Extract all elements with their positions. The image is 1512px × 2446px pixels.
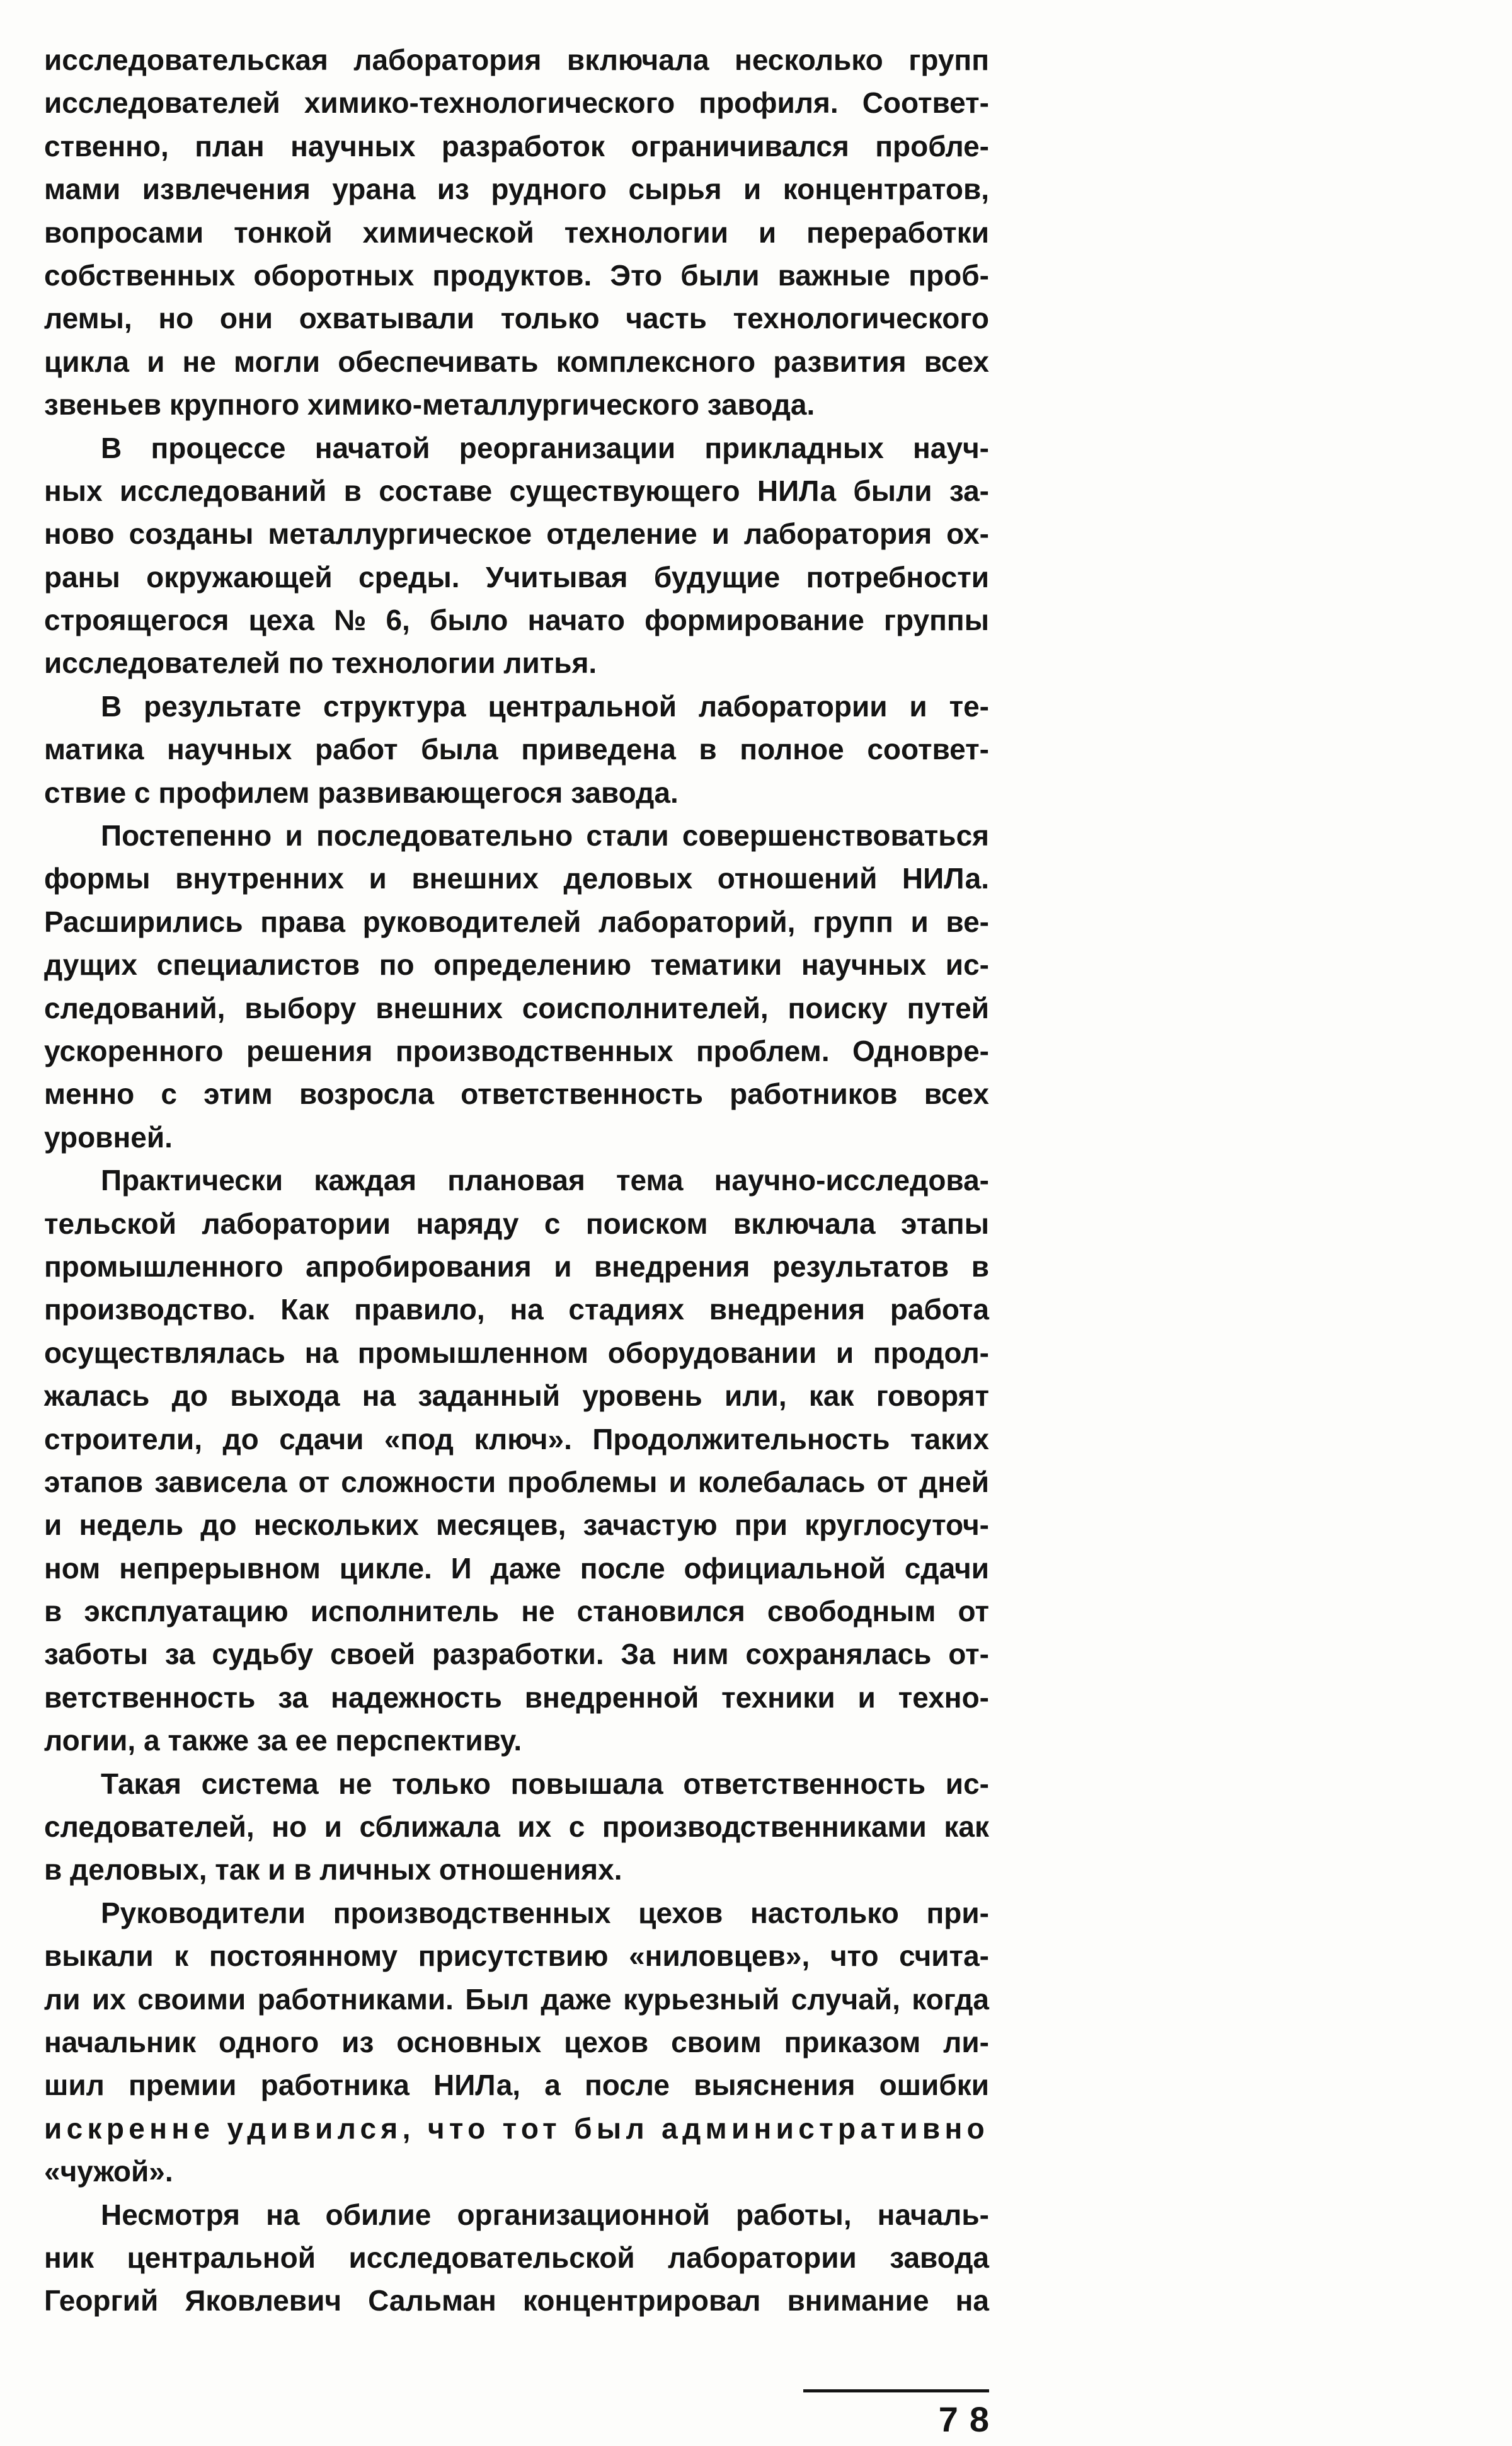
text-line: Расширились права руководителей лабораторий, групп и ве- [44, 905, 989, 938]
text-line: дущих специалистов по определению тематики научных ис- [44, 948, 989, 982]
text-line: промышленного апробирования и внедрения результатов в [44, 1249, 989, 1283]
text-line: ствие с профилем развивающегося завода. [44, 776, 679, 809]
text-line: Руководители производственных цехов настолько при- [101, 1896, 989, 1929]
text-line: ветственность за надежность внедренной техники и техно- [44, 1680, 989, 1714]
text-line: начальник одного из основных цехов своим приказом ли- [44, 2025, 989, 2058]
text-line: строящегося цеха № 6, было начато формирование группы [44, 604, 989, 637]
text-line: ник центральной исследовательской лаборатории завода [44, 2241, 989, 2274]
text-line: раны окружающей среды. Учитывая будущие потребности [44, 560, 989, 594]
text-line: Практически каждая плановая тема научно-исследова- [101, 1164, 989, 1197]
text-line: матика научных работ была приведена в полное соответ- [44, 733, 989, 766]
text-line: В результате структура центральной лаборатории и те- [101, 689, 989, 723]
text-line: логии, а также за ее перспективу. [44, 1724, 522, 1757]
body-text [44, 38, 989, 2323]
text-line: вопросами тонкой химической технологии и переработки [44, 215, 989, 249]
text-line: тельской лаборатории наряду с поиском включала этапы [44, 1207, 989, 1240]
text-line: исследовательская лаборатория включала несколько групп [44, 43, 989, 76]
text-line: лемы, но они охватывали только часть технологического [44, 302, 989, 335]
paragraph [44, 38, 989, 427]
text-line: осуществлялась на промышленном оборудовании и продол- [44, 1336, 989, 1369]
text-line: ли их своими работниками. Был даже курьезный случай, когда [44, 1982, 989, 2016]
paragraph [44, 685, 989, 814]
text-line: ном непрерывном цикле. И даже после официальной сдачи [44, 1551, 989, 1585]
text-line: формы внутренних и внешних деловых отношений НИЛа. [44, 862, 989, 895]
text-line: исследователей химико-технологического профиля. Соответ- [44, 86, 989, 120]
text-line: в эксплуатацию исполнитель не становился свободным от [44, 1595, 989, 1628]
text-line: следований, выбору внешних соисполнителей, поиску путей [44, 991, 989, 1025]
text-line: Георгий Яковлевич Сальман концентрировал внимание на [44, 2284, 989, 2317]
text-line: Постепенно и последовательно стали совершенствоваться [101, 819, 989, 853]
page-number: 78 [938, 2399, 1000, 2439]
text-line: менно с этим возросла ответственность работников всех [44, 1077, 989, 1111]
text-line: этапов зависела от сложности проблемы и колебалась от дней [44, 1465, 989, 1498]
text-line: строители, до сдачи «под ключ». Продолжительность таких [44, 1422, 989, 1456]
text-line: цикла и не могли обеспечивать комплексного развития всех [44, 345, 989, 378]
text-line: звеньев крупного химико-металлургического завода. [44, 388, 815, 422]
text-line: Такая система не только повышала ответственность ис- [101, 1767, 989, 1800]
text-line: в деловых, так и в личных отношениях. [44, 1853, 622, 1886]
text-line: ускоренного решения производственных проблем. Одновре- [44, 1034, 989, 1067]
text-line: производство. Как правило, на стадиях внедрения работа [44, 1293, 989, 1326]
text-line: исследователей по технологии литья. [44, 646, 597, 680]
text-line: выкали к постоянному присутствию «ниловцев», что счита- [44, 1939, 989, 1973]
text-line: следователей, но и сближала их с производственниками как [44, 1810, 989, 1844]
paragraph [44, 2193, 989, 2323]
paragraph [44, 1762, 989, 1892]
paragraph [44, 1892, 989, 2193]
text-line: ных исследований в составе существующего НИЛа были за- [44, 474, 989, 507]
text-line: мами извлечения урана из рудного сырья и концентратов, [44, 173, 989, 206]
paragraph [44, 427, 989, 685]
text-line: В процессе начатой реорганизации прикладных науч- [101, 431, 989, 464]
text-line: ново созданы металлургическое отделение и лаборатория ох- [44, 517, 989, 551]
text-line: «чужой». [44, 2155, 173, 2188]
paragraph [44, 1159, 989, 1762]
footer-rule [803, 2389, 989, 2392]
text-line: искренне удивился, что тот был административно [44, 2111, 989, 2145]
text-line: ственно, план научных разработок ограничивался пробле- [44, 129, 989, 163]
text-line: и недель до нескольких месяцев, зачастую при круглосуточ- [44, 1508, 989, 1542]
text-line: собственных оборотных продуктов. Это были важные проб- [44, 258, 989, 292]
text-line: жалась до выхода на заданный уровень или, как говорят [44, 1379, 989, 1413]
paragraph [44, 814, 989, 1159]
text-line: Несмотря на обилие организационной работы, началь- [101, 2198, 989, 2231]
text-line: заботы за судьбу своей разработки. За ним сохранялась от- [44, 1638, 989, 1671]
text-line: уровней. [44, 1120, 173, 1154]
text-line: шил премии работника НИЛа, а после выяснения ошибки [44, 2069, 989, 2102]
